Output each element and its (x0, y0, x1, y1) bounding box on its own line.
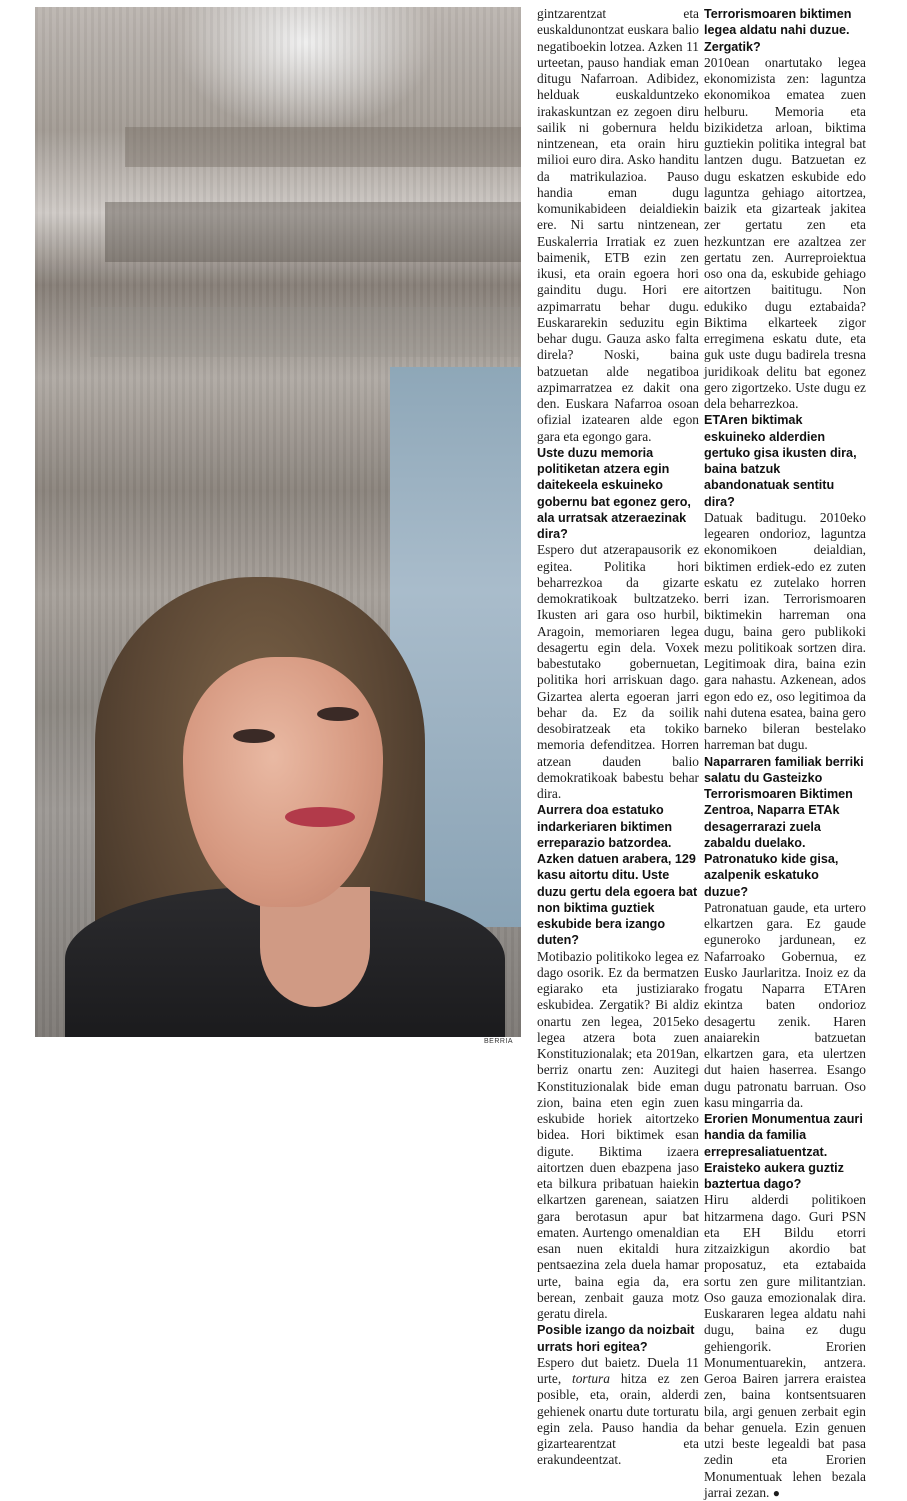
photo-credit: BERRIA (484, 1038, 514, 1045)
answer-paragraph: Espero dut atzerapausorik ez egitea. Politika hori beharrezkoa da gizarte demokratikoak bultzatzeko. Ikusten ari gara oso hurbil, Aragoin, memoriaren legea desagertu egin dela. Voxek babestutako gobernuetan, politika hori arriskuan dago. Gizartea alerta egoeran jarri behar da. Ez da soilik desobiratzeak eta tokiko memoria defenditzea. Horren atzean dauden balio demokratikoak babestu behar dira. (537, 542, 699, 801)
interview-question: Erorien Monumentua zauri handia da familia errepresaliatuentzat. Eraisteko aukera guztiz baztertua dago? (704, 1112, 863, 1191)
answer-paragraph: Datuak baditugu. 2010eko legearen ondorioz, laguntza ekonomikoen deialdian, biktimen erdiek-edo ez zuten eskatu ez zutelako horren berri izan. Terrorismoaren biktimekin harreman ona dugu, baina gero publikoki mezu politikoak sortzen dira. Legitimoak dira, baina ezin gara nahastu. Azkenean, ados egon edo ez, oso legitimoa da nahi dutena esatea, baina gero barneko bileran bestelako harreman bat dugu. (704, 509, 866, 753)
interview-question: Posible izango da noizbait urrats hori egitea? (537, 1323, 695, 1354)
end-of-article-mark: ● (772, 1485, 781, 1500)
background-stair (125, 127, 521, 167)
emphasized-word: tortura (572, 1371, 610, 1386)
background-stair (90, 307, 520, 357)
answer-text: hitza ez zen posible, eta, orain, alderdi gehienek onartu dute torturatu egin zela. Pauso handia da gizartearentzat eta erakundeentzat. (537, 1371, 699, 1468)
portrait-photo (35, 7, 521, 1037)
answer-paragraph: 2010ean onartutako legea ekonomizista zen: laguntza ekonomikoa ematea zuen helburu. Memoria eta bizikidetza arloan, biktima guztiekin politika integral bat lantzen dugu. Batzuetan ez dugu eskatzen eskubide edo laguntza gehiago aitortzea, baizik eta gizarteak jakitea zer gertatu zen eta hezkuntzan ere azaltzea zer gertatu zen. Aurreproiektua oso ona da, eskubide gehiago aitortzen baititugu. Non edukiko dugu eztabaida? Biktima elkarteek zigor erregimena eskatu dute, eta guk uste dugu badirela tresna juridikoak delitu bat egonez gero zigortzeko. Uste dugu ez dela beharrezkoa. (704, 54, 866, 411)
interview-question: Aurrera doa estatuko indarkeriaren biktimen erreparazio batzordea. Azken datuen arabera, 129 kasu aitortu ditu. Uste duzu gertu dela egoera bat non biktima guztiek eskubide bera izango duten? (537, 803, 698, 948)
answer-paragraph: Motibazio politikoko legea ez dago osorik. Ez da bermatzen egiarako eta justiziarako eskubidea. Zergatik? Bi aldiz onartu zen legea, 2015eko legea atzera bota zuen Konstituzionalak; eta 2019an, berriz onartu zen: Auzitegi Konstituzionalak bide eman zion, baina eten egin zuen eskubide horiek aitortzeko bidea. Hori biktimek esan digute. Biktima izaera aitortzen duen ebazpena jaso eta bilkura pribatuan haiekin elkartzen garenean, saiatzen gara berotasun apur bat ematen. Aurtengo omenaldian esan nuen ekitaldi hura pentsaezina zela duela hamar urte, baina egia da, era berean, zenbait gauza motz geratu direla. (537, 948, 699, 1321)
answer-paragraph (537, 1355, 699, 1469)
background-stair (105, 202, 521, 262)
interview-question: ETAren biktimak eskuineko alderdien gertuko gisa ikusten dira, baina batzuk abandonatuak sentitu dira? (704, 413, 857, 509)
interview-question: Naparraren familiak berriki salatu du Gasteizko Terrorismoaren Biktimen Zentroa, Naparra ETAk desagerrarazi zuela zabaldu duelako. Patronatuko kide gisa, azalpenik eskatuko duzue? (704, 754, 864, 899)
subject-mouth (285, 807, 355, 827)
text-column-2 (704, 6, 866, 1501)
answer-text: Hiru alderdi politikoen hitzarmena dago. Guri PSN eta EH Bildu etorri zitzaizkigun akordio bat proposatuz, eta eztabaida sortu zen gure militantzian. Oso gauza emozionalak dira. Euskararen legea aldatu nahi dugu, baina ez dugu gehiengorik. Erorien Monumentuarekin, antzera. Geroa Bairen jarrera eraistea zen, baina kontsentsuaren bila, argi genuen zerbait egin behar genuela. Ezin genuen utzi beste legealdi bat pasa zedin eta Erorien Monumentuak lehen bezala jarrai zezan. (704, 1192, 866, 1500)
interview-question: Uste duzu memoria politiketan atzera egin daitekeela eskuineko gobernu bat egonez gero, ala urratsak atzeraezinak dira? (537, 445, 691, 541)
interview-question: Terrorismoaren biktimen legea aldatu nahi duzue. Zergatik? (704, 7, 852, 54)
subject-eye (233, 729, 275, 743)
subject-eye (317, 707, 359, 721)
answer-paragraph (704, 1192, 866, 1501)
answer-text: Espero dut baietz. Duela 11 urte, (537, 1354, 699, 1386)
subject-face (183, 657, 383, 907)
text-column-1 (537, 6, 699, 1469)
answer-paragraph: Patronatuan gaude, eta urtero elkartzen gara. Ez gaude eguneroko jardunean, ez Nafarroako Gobernua, ez Eusko Jaurlaritza. Inoiz ez da frogatu Naparra ETAren ekintza baten ondorioz desagertu zenik. Haren anaiarekin batzuetan elkartzen gara, eta ulertzen dut haien haserrea. Esango dugu patronatu barruan. Oso kasu mingarria da. (704, 899, 866, 1110)
answer-paragraph: gintzarentzat eta euskaldunontzat euskara balio negatiboekin lotzea. Azken 11 urteetan, pauso handiak eman ditugu Nafarroan. Adibidez, helduak euskalduntzeko irakaskuntzan ez zegoen diru sailik ni gobernura heldu nintzenean, eta orain hiru milioi euro dira. Asko handitu da matrikulazioa. Pauso handia eman dugu komunikabideen deialdiekin ere. Ni sartu nintzenean, Euskalerria Irratiak ez zuen baimenik, ETB ezin zen ikusi, eta orain egoera hori gainditu dugu. Hori ere azpimarratu behar dugu. Euskararekin seduzitu egin behar dugu. Gauza asko falta direla? Noski, baina batzuetan alde negatiboa azpimarratzea ez dakit ona den. Euskara Nafarroa osoan ofizial izatearen alde egon gara eta egongo gara. (537, 6, 699, 444)
